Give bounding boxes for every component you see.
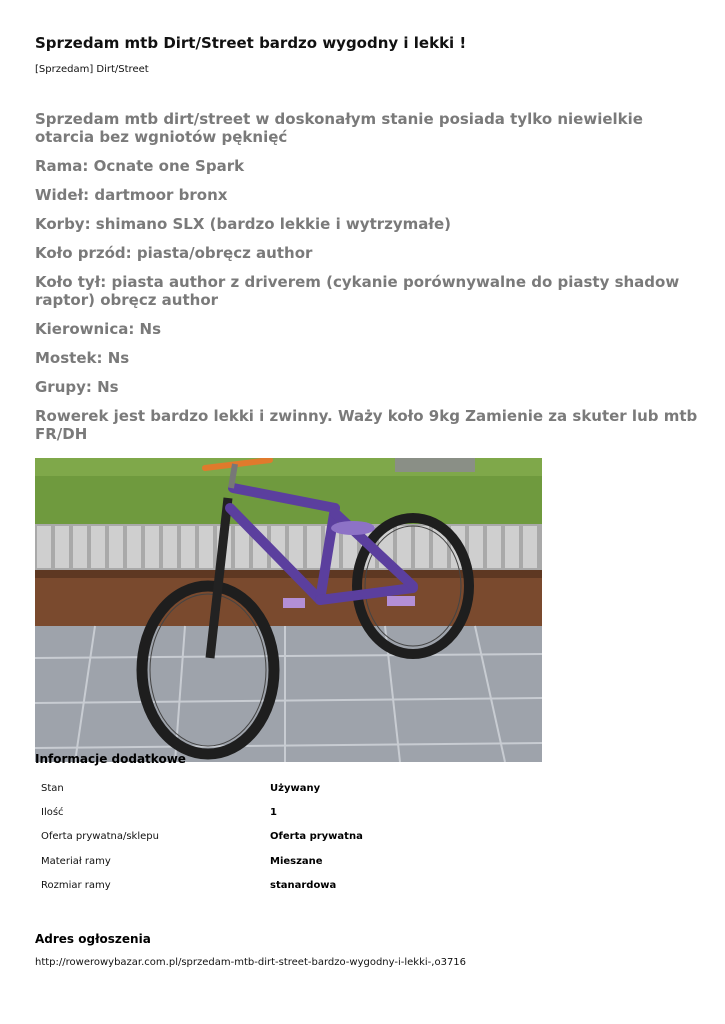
description-line: Sprzedam mtb dirt/street w doskonałym stanie posiada tylko niewielkie otarcia bez wgniotów pęknięć [35,110,643,146]
listing-url-link[interactable]: http://rowerowybazar.com.pl/sprzedam-mtb-dirt-street-bardzo-wygodny-i-lekki-,o3716 [35,957,467,968]
info-label: Ilość [41,806,64,818]
description-line: Rama: Ocnate one Spark [35,157,245,175]
page-title: Sprzedam mtb Dirt/Street bardzo wygodny i lekki ! [35,34,467,52]
description-line: Wideł: dartmoor bronx [35,186,228,204]
table-row [35,825,535,849]
description [35,110,705,454]
description-line: Koło przód: piasta/obręcz author [35,244,313,262]
bike-photo [35,458,542,762]
info-value: stanardowa [270,879,337,891]
info-label: Oferta prywatna/sklepu [41,831,159,843]
info-label: Materiał ramy [41,855,111,867]
info-value: 1 [270,806,277,818]
description-line: Kierownica: Ns [35,320,162,338]
info-label: Stan [41,782,64,794]
table-row [35,800,535,824]
breadcrumb[interactable]: [Sprzedam] Dirt/Street [35,64,149,75]
info-value: Oferta prywatna [270,831,363,843]
description-line: Mostek: Ns [35,349,130,367]
description-line: Korby: shimano SLX (bardzo lekkie i wytrzymałe) [35,215,451,233]
info-table [35,776,535,897]
table-row [35,849,535,873]
bike-photo-illustration [35,458,542,762]
info-value: Mieszane [270,855,323,867]
table-row [35,776,535,800]
address-section-title: Adres ogłoszenia [35,932,151,946]
info-section-title: Informacje dodatkowe [35,752,186,766]
description-line: Rowerek jest bardzo lekki i zwinny. Waży koło 9kg Zamienie za skuter lub mtb FR/DH [35,407,698,443]
table-row [35,873,535,897]
info-label: Rozmiar ramy [41,879,111,891]
description-line: Grupy: Ns [35,378,119,396]
description-line: Koło tył: piasta author z driverem (cykanie porównywalne do piasty shadow raptor) obręcz author [35,273,680,309]
info-value: Używany [270,782,321,794]
